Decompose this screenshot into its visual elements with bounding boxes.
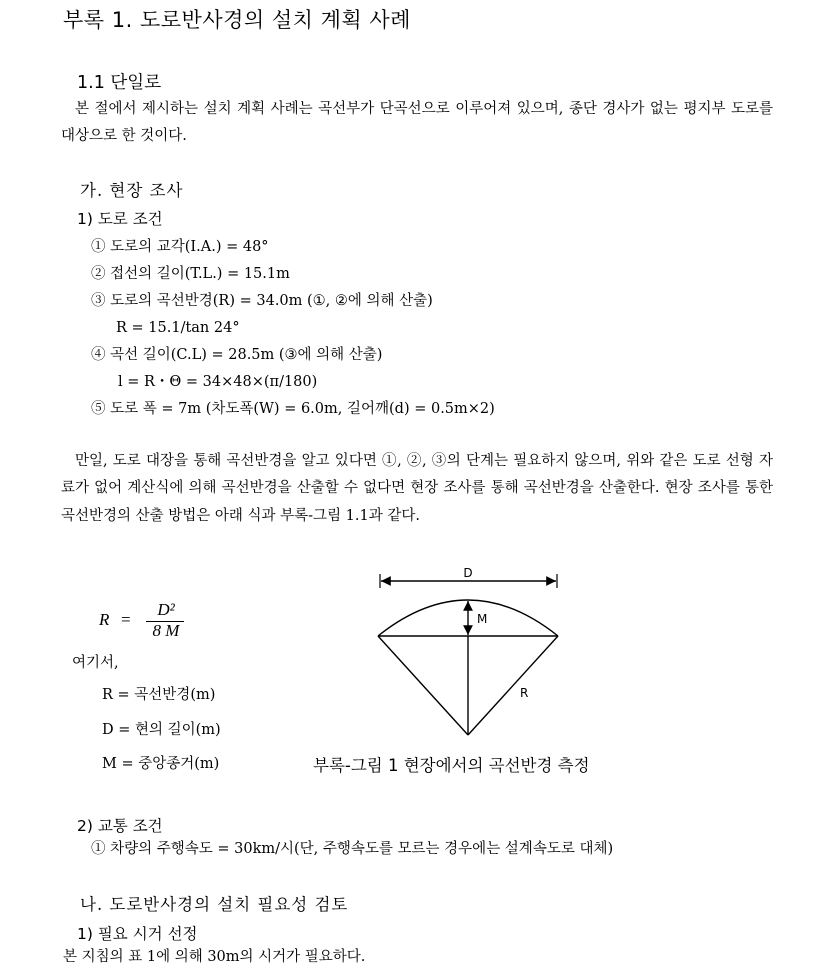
- formula-lhs: R: [99, 610, 110, 629]
- subheading-road-conditions: 1) 도로 조건: [77, 210, 163, 228]
- where-label: 여기서,: [72, 655, 119, 671]
- road-condition-item-4: ④ 곡선 길이(C.L) = 28.5m (③에 의해 산출): [91, 347, 383, 363]
- chord-label: D: [463, 566, 473, 580]
- section-heading-na: 나. 도로반사경의 설치 필요성 검토: [80, 895, 349, 914]
- middle-ordinate-label: M: [477, 612, 488, 626]
- figure-caption: 부록-그림 1 현장에서의 곡선반경 측정: [313, 756, 590, 775]
- road-condition-item-1: ① 도로의 교각(I.A.) = 48°: [91, 239, 269, 255]
- road-condition-item-2: ② 접선의 길이(T.L.) = 15.1m: [91, 266, 290, 282]
- method-paragraph: [61, 448, 773, 530]
- intro-paragraph: [61, 96, 773, 151]
- formula-numerator: D²: [157, 600, 175, 619]
- sight-distance-paragraph: 본 지침의 표 1에 의해 30m의 시거가 필요하다.: [63, 949, 366, 965]
- method-paragraph-text: 만일, 도로 대장을 통해 곡선반경을 알고 있다면 ①, ②, ③의 단계는 필요하지 않으며, 위와 같은 도로 선형 자료가 없어 계산식에 의해 곡선반경을 산출할 수 없다면 현장 조사를 통해 곡선반경을 산출한다. 현장 조사를 통한 곡선반경의 산출 방법은 아래 식과 부록-그림 1.1과 같다.: [61, 453, 773, 524]
- radius-line-left: [378, 636, 468, 735]
- section-heading-ga: 가. 현장 조사: [80, 181, 184, 200]
- curve-radius-figure: [370, 562, 570, 752]
- definition-m: M = 중앙종거(m): [102, 756, 220, 772]
- subheading-required-sight-distance: 1) 필요 시거 선정: [77, 925, 198, 943]
- section-heading-1-1: 1.1 단일로: [77, 73, 162, 93]
- definition-r: R = 곡선반경(m): [102, 687, 216, 703]
- road-condition-item-3: ③ 도로의 곡선반경(R) = 34.0m (①, ②에 의해 산출): [91, 293, 433, 309]
- subheading-traffic-conditions: 2) 교통 조건: [77, 817, 163, 835]
- radius-line-right: [468, 636, 558, 735]
- radius-label: R: [520, 686, 529, 700]
- curve-length-equation: l = R・Θ = 34×48×(π/180): [118, 374, 318, 390]
- page-title: 부록 1. 도로반사경의 설치 계획 사례: [63, 8, 411, 32]
- radius-equation: R = 15.1/tan 24°: [116, 320, 240, 336]
- definition-d: D = 현의 길이(m): [102, 722, 221, 738]
- road-condition-item-5: ⑤ 도로 폭 = 7m (차도폭(W) = 6.0m, 길어깨(d) = 0.5m×2): [91, 401, 495, 417]
- traffic-condition-item-1: ① 차량의 주행속도 = 30km/시(단, 주행속도를 모르는 경우에는 설계속도로 대체): [91, 841, 614, 857]
- intro-paragraph-text: 본 절에서 제시하는 설치 계획 사례는 곡선부가 단곡선으로 이루어져 있으며, 종단 경사가 없는 평지부 도로를 대상으로 한 것이다.: [61, 101, 773, 145]
- formula-denominator: 8 M: [152, 621, 180, 640]
- formula-equals: =: [121, 610, 131, 629]
